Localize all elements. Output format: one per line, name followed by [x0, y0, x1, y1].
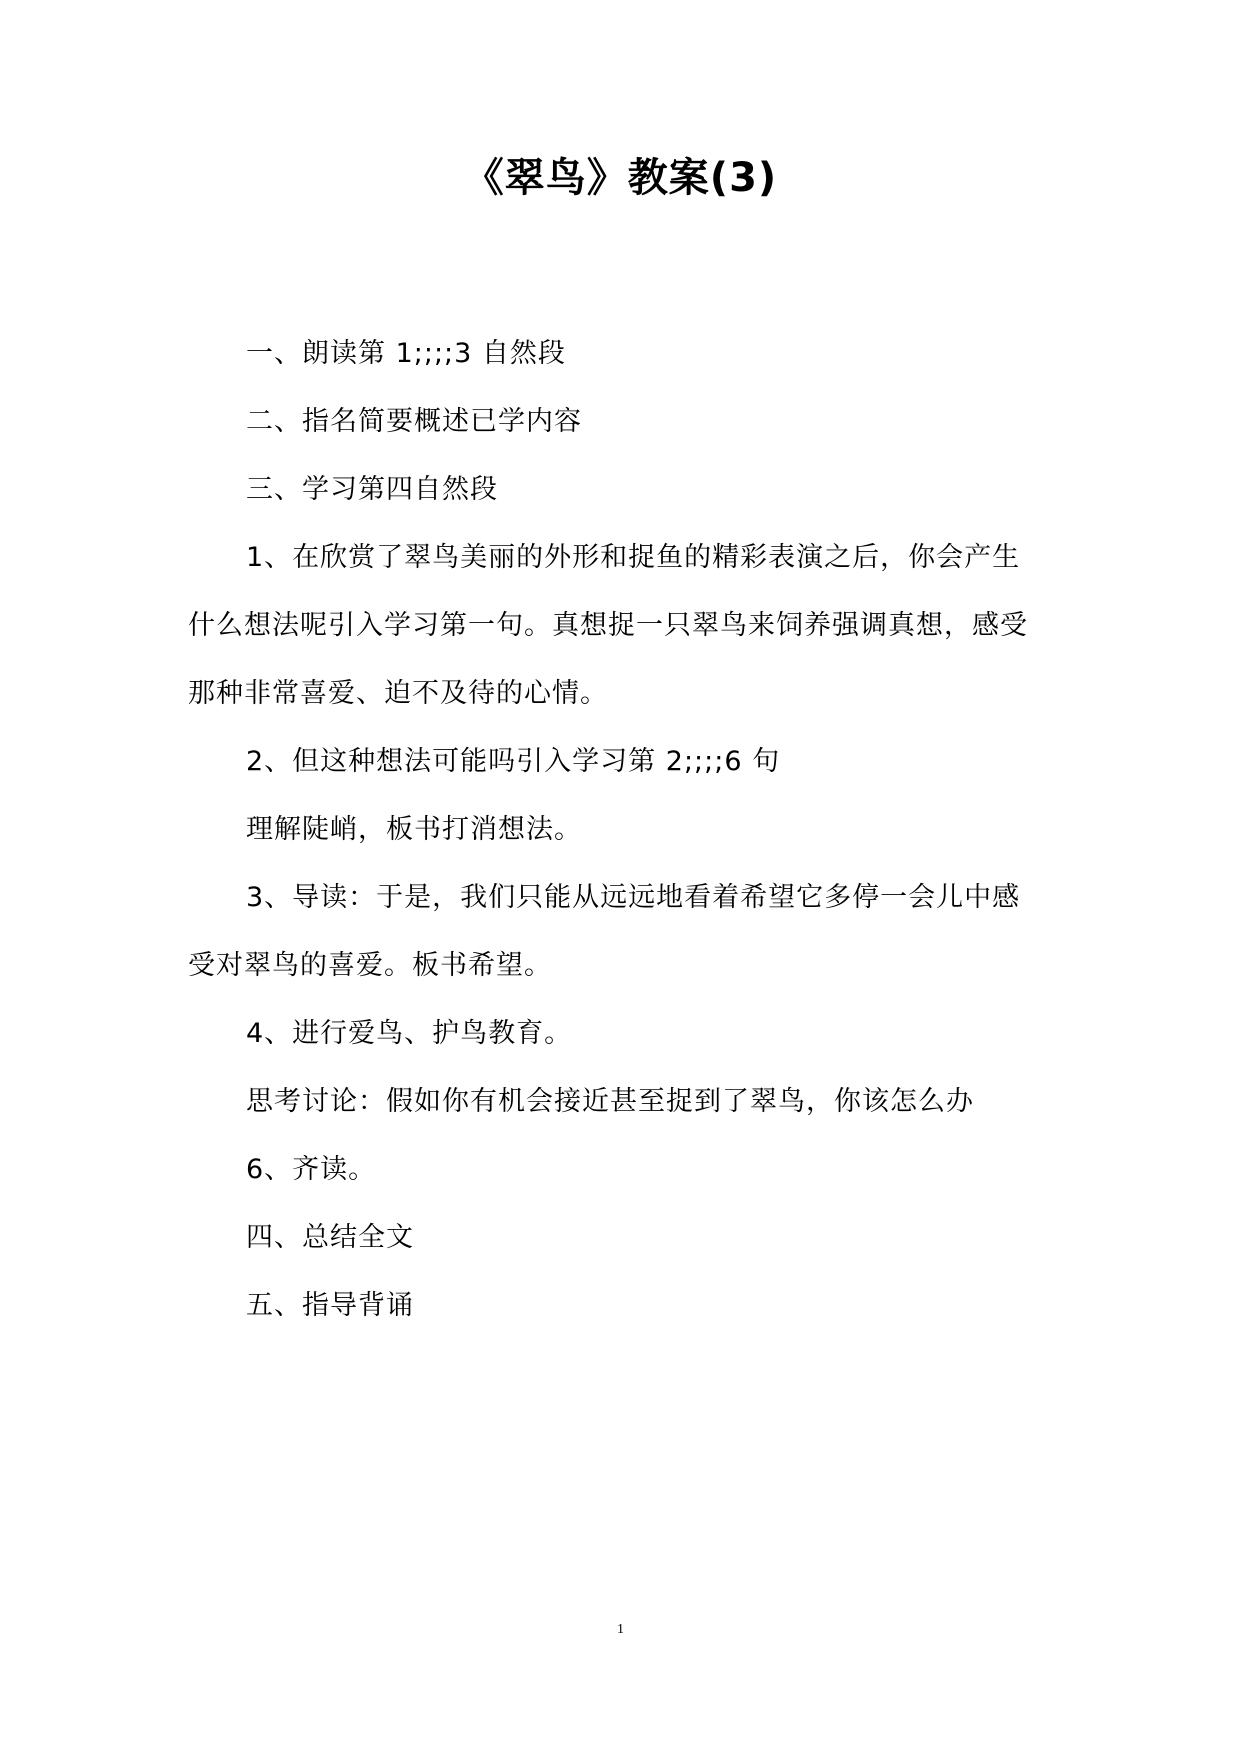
paragraph-line: 6、齐读。: [246, 1154, 377, 1185]
paragraph-line: 四、总结全文: [246, 1222, 414, 1253]
paragraph-line: 3、导读：于是，我们只能从远远地看着希望它多停一会儿中感: [246, 882, 1021, 913]
paragraph-line: 二、指名简要概述已学内容: [246, 406, 582, 437]
paragraph-line: 那种非常喜爱、迫不及待的心情。: [188, 678, 608, 709]
paragraph-line: 受对翠鸟的喜爱。板书希望。: [188, 950, 552, 981]
paragraph-line: 什么想法呢引入学习第一句。真想捉一只翠鸟来饲养强调真想，感受: [188, 610, 1028, 641]
document-title: 《翠鸟》教案(3): [463, 155, 778, 201]
paragraph-line: 五、指导背诵: [246, 1290, 414, 1321]
paragraph-line: 思考讨论：假如你有机会接近甚至捉到了翠鸟，你该怎么办: [246, 1086, 974, 1117]
paragraph-line: 2、但这种想法可能吗引入学习第 2;;;;6 句: [246, 746, 781, 777]
paragraph-line: 一、朗读第 1;;;;3 自然段: [246, 338, 566, 369]
page-number: 1: [617, 1622, 624, 1637]
paragraph-line: 三、学习第四自然段: [246, 474, 498, 505]
paragraph-line: 4、进行爱鸟、护鸟教育。: [246, 1018, 573, 1049]
paragraph-line: 理解陡峭，板书打消想法。: [246, 814, 582, 845]
paragraph-line: 1、在欣赏了翠鸟美丽的外形和捉鱼的精彩表演之后，你会产生: [246, 542, 1021, 573]
